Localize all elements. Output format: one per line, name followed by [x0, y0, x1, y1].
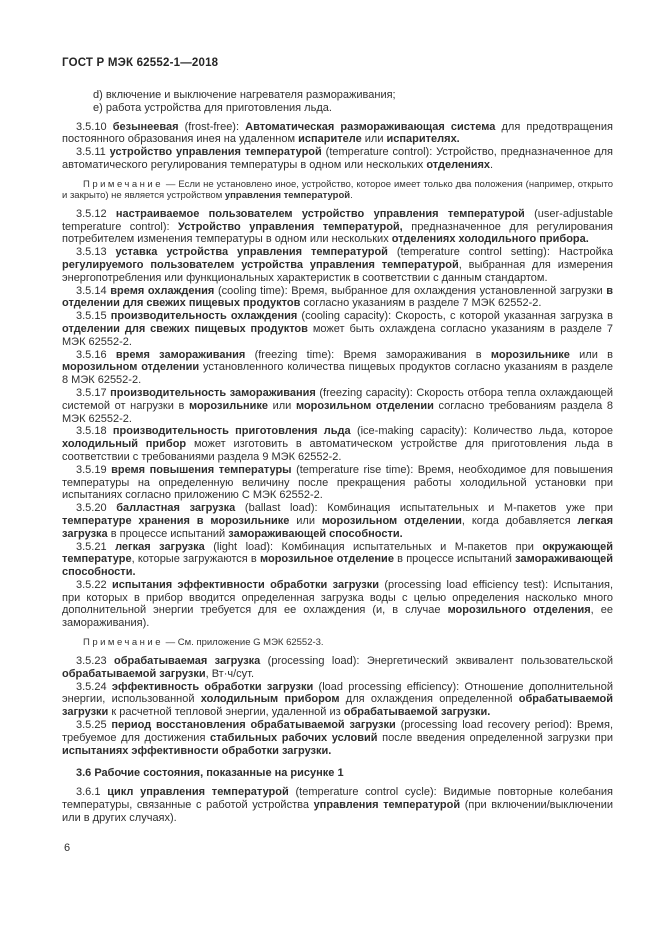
term-3-5-11: [62, 146, 613, 172]
text-segment: (cooling time): Время, выбранное для охлаждения установленной загрузки: [214, 284, 607, 297]
heading-3-6: [62, 767, 613, 780]
text-segment: испарителе: [298, 133, 362, 146]
list-item-e: [62, 102, 613, 115]
note-1: [62, 179, 613, 201]
text-segment: 3.5.17: [76, 386, 111, 399]
term-3-5-16: [62, 349, 613, 387]
text-segment: предназначенное для регулирования потребителем изменения температуры в одном или нескольких: [62, 220, 614, 246]
text-segment: (temperature control setting): Настройка: [387, 246, 613, 259]
text-segment: Устройство управления температурой,: [178, 220, 403, 233]
text-segment: (temperature rise time): Время, необходимое для повышения температуры на определенную величину после прекращения работы холодильной установки при испытаниях согласно приложению С МЭК 62552-2.: [62, 463, 613, 502]
text-segment: 3.5.22: [76, 578, 112, 591]
text-segment: — Если не установлено иное, устройство, которое имеет только два положения (например, открыто и закрыто) не является устройством: [62, 178, 613, 201]
text-segment: 3.5.18: [76, 425, 113, 438]
term-3-5-14: [62, 285, 613, 311]
text-segment: 3.6.1: [76, 786, 108, 799]
text-segment: (freezing time): Время замораживания в: [245, 348, 491, 361]
text-segment: стабильных рабочих условий: [210, 731, 378, 744]
text-segment: может быть охлаждена согласно указаниям в разделе 7 МЭК 62552-2.: [62, 322, 613, 348]
text-segment: (frost-free):: [178, 120, 246, 133]
text-segment: эффективность обработки загрузки: [111, 680, 314, 693]
text-segment: 3.5.24: [76, 680, 112, 693]
text-segment: холодильным прибором: [200, 693, 340, 706]
text-segment: (temperature control): Устройство, предназначенное для автоматического регулирования температуры в одном или нескольких: [62, 146, 613, 171]
text-segment: отделении для свежих пищевых продуктов: [62, 322, 308, 335]
text-segment: 3.5.23: [76, 655, 114, 668]
list-item-d: [62, 89, 613, 102]
text-segment: морозильном отделении: [62, 361, 200, 374]
text-segment: после введения определенной загрузки при: [377, 731, 613, 744]
text-segment: для охлаждения определенной: [339, 693, 519, 706]
term-3-5-18: [62, 425, 613, 463]
text-segment: , которые загружаются в: [131, 553, 260, 566]
text-segment: холодильный прибор: [62, 438, 187, 451]
term-3-5-25: [62, 719, 613, 757]
text-segment: морозильном отделении: [321, 514, 462, 527]
term-3-5-17: [62, 387, 613, 425]
text-segment: время охлаждения: [110, 284, 215, 297]
term-3-5-12: [62, 208, 613, 246]
text-segment: испарителях.: [386, 133, 460, 146]
text-segment: обрабатываемой загрузки: [62, 667, 206, 680]
text-segment: безынеевая: [112, 120, 179, 133]
text-segment: 3.5.16: [76, 348, 116, 361]
text-segment: в отделении для свежих пищевых продуктов: [62, 284, 614, 310]
text-segment: (ballast load): Комбинация испытательных и М-пакетов уже при: [235, 502, 614, 515]
text-segment: 3.5.10: [76, 120, 113, 133]
text-segment: , ее замораживания).: [62, 604, 613, 630]
text-segment: время замораживания: [115, 348, 246, 361]
text-segment: морозильнике: [490, 348, 570, 361]
text-segment: 3.5.13: [76, 246, 116, 259]
text-segment: отделениях: [426, 158, 491, 171]
text-segment: (processing load recovery period): Время, требуемое для достижения: [62, 719, 614, 744]
text-segment: 3.5.12: [76, 207, 116, 220]
text-segment: d) включение и выключение нагревателя размораживания;: [93, 89, 396, 101]
text-segment: период восстановления обрабатываемой загрузки: [111, 719, 396, 732]
text-segment: легкая загрузка: [62, 514, 613, 540]
text-segment: производительность приготовления льда: [112, 425, 351, 438]
term-3-5-10: [62, 121, 613, 147]
text-segment: согласно указаниям в разделе 7 МЭК 62552-2.: [300, 297, 542, 310]
text-segment: балластная загрузка: [116, 502, 236, 515]
text-segment: Примечание: [83, 178, 163, 190]
page-number: 6: [64, 842, 71, 854]
text-segment: обрабатываемой загрузки: [62, 693, 613, 719]
text-segment: в процессе испытаний: [393, 553, 516, 566]
text-segment: к расчетной тепловой энергии, удаленной из: [108, 706, 344, 719]
text-segment: морозильнике: [188, 399, 268, 412]
term-3-5-21: [62, 541, 613, 579]
text-segment: , выбранная для измерения энергопотребления или функциональных характеристик в соответствии с данным стандартом.: [62, 258, 613, 284]
text-segment: производительность охлаждения: [110, 310, 298, 323]
text-segment: .: [490, 158, 494, 171]
term-3-5-15: [62, 310, 613, 348]
text-segment: 3.5.21: [76, 540, 116, 553]
text-segment: или: [267, 399, 296, 412]
text-segment: (light load): Комбинация испытательных и М-пакетов при: [204, 540, 543, 553]
text-segment: замораживающей способности.: [62, 553, 614, 579]
text-segment: замораживающей способности.: [228, 527, 403, 540]
text-segment: 3.6 Рабочие состояния, показанные на рисунке 1: [76, 767, 344, 780]
term-3-5-23: [62, 655, 613, 681]
term-3-5-20: [62, 502, 613, 540]
term-3-5-13: [62, 246, 613, 284]
text-segment: (temperature control cycle): Видимые повторные колебания температуры, связанные с работой устройства: [62, 786, 613, 812]
text-segment: настраиваемое пользователем устройство управления температурой: [115, 207, 525, 220]
text-segment: согласно требованиям раздела 8 МЭК 62552-2.: [62, 399, 613, 425]
text-segment: (processing load): Энергетический эквивалент пользовательской: [260, 655, 613, 668]
text-segment: 3.5.11: [76, 146, 110, 159]
text-segment: — См. приложение G МЭК 62552-3.: [163, 637, 324, 649]
text-segment: 3.5.15: [76, 310, 111, 323]
text-segment: (freezing capacity): Скорость отбора тепла охлаждающей системой от нагрузки в: [62, 386, 614, 412]
text-segment: устройство управления температурой: [109, 146, 322, 159]
text-segment: испытаниях эффективности обработки загрузки.: [62, 744, 332, 757]
term-3-5-22: [62, 579, 613, 630]
text-segment: в процессе испытаний: [107, 527, 229, 540]
note-2: [62, 637, 613, 648]
text-segment: время повышения температуры: [111, 463, 292, 476]
text-segment: окружающей температуре: [62, 540, 613, 566]
text-segment: морозильное отделение: [259, 553, 394, 566]
text-segment: испытания эффективности обработки загрузки: [111, 578, 379, 591]
text-segment: обрабатываемой загрузки.: [343, 706, 491, 719]
text-segment: 3.5.14: [76, 284, 111, 297]
text-segment: управления температурой: [224, 189, 351, 201]
text-segment: , Вт·ч/сут.: [205, 667, 255, 680]
text-segment: (user-adjustable temperature control):: [62, 207, 613, 233]
text-segment: (при включении/выключении или в других случаях).: [62, 799, 613, 824]
text-segment: 3.5.19: [76, 463, 112, 476]
text-segment: отделениях холодильного прибора.: [391, 233, 589, 246]
text-segment: или: [361, 133, 387, 146]
text-segment: морозильном отделении: [295, 399, 434, 412]
text-segment: производительность замораживания: [110, 386, 316, 399]
text-segment: обрабатываемая загрузка: [113, 655, 261, 668]
text-segment: легкая загрузка: [115, 540, 205, 553]
text-segment: (ice-making capacity): Количество льда, которое: [350, 425, 613, 438]
text-segment: для предотвращения постоянного образования инея на удаленном: [62, 120, 613, 146]
term-3-6-1: [62, 786, 613, 824]
text-segment: уставка устройства управления температурой: [115, 246, 388, 259]
text-segment: е) работа устройства для приготовления льда.: [93, 101, 332, 114]
text-segment: или: [289, 514, 322, 527]
document-body: [62, 89, 613, 825]
text-segment: 3.5.25: [76, 719, 112, 732]
text-segment: Примечание: [83, 637, 163, 649]
text-segment: может изготовить в автоматическом устройстве для приготовления льда в соответствии с требованиями раздела 9 МЭК 62552-2.: [62, 438, 613, 463]
text-segment: .: [350, 189, 353, 201]
text-segment: установленного количества пищевых продуктов согласно указаниям в разделе 8 МЭК 62552-2.: [62, 361, 613, 387]
text-segment: морозильного отделения: [447, 604, 591, 617]
text-segment: (load processing efficiency): Отношение дополнительной энергии, использованной: [62, 680, 613, 706]
term-3-5-24: [62, 681, 613, 719]
text-segment: управления температурой: [313, 799, 461, 812]
text-segment: или в: [569, 348, 614, 361]
term-3-5-19: [62, 464, 613, 502]
text-segment: (cooling capacity): Скорость, с которой указанная загрузка в: [297, 310, 613, 323]
text-segment: , когда добавляется: [461, 514, 578, 527]
text-segment: цикл управления температурой: [107, 786, 289, 799]
text-segment: (processing load efficiency test): Испытания, при которых в прибор вводится определенная загрузка воды с целью определения насколько много дополнительной энергии требуется для ее охлаждения (и, в случае: [62, 578, 614, 617]
text-segment: температуре хранения в морозильнике: [62, 514, 290, 527]
text-segment: 3.5.20: [76, 502, 117, 515]
text-segment: регулируемого пользователем устройства управления температурой: [62, 258, 459, 271]
text-segment: Автоматическая размораживающая система: [245, 120, 496, 133]
running-header: ГОСТ Р МЭК 62552-1—2018: [62, 57, 219, 69]
